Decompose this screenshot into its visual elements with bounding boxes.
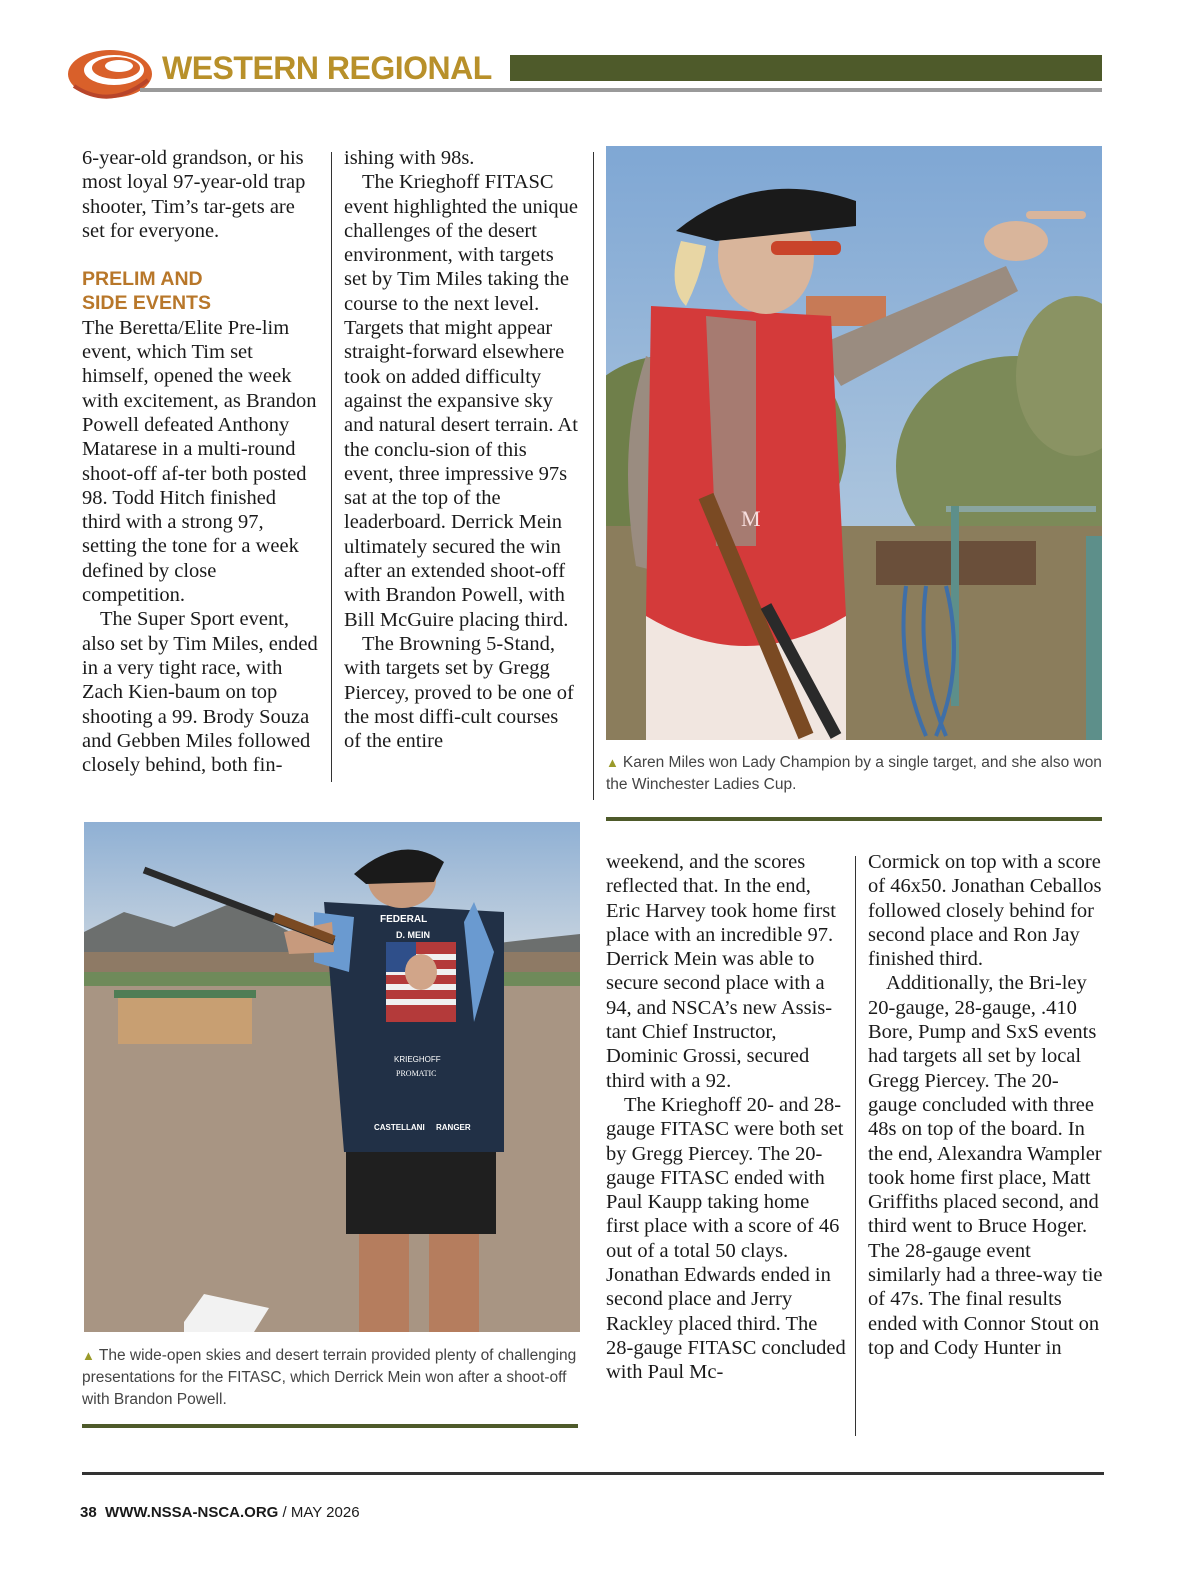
photo-caption [606,752,1102,796]
footer-rule [82,1472,1104,1475]
section-title: WESTERN REGIONAL [162,50,492,86]
paragraph: The Super Sport event, also set by Tim Miles, ended in a very tight race, with Zach Kien-baum on top shooting a 99. Brody Souza and Gebben Miles followed closely behind, both fin- [82,608,318,777]
header-bar [510,55,1102,81]
column-divider [593,152,594,800]
paragraph: The Browning 5-Stand, with targets set by Gregg Piercey, proved to be one of the most diffi-cult courses of the entire [344,632,574,753]
photo-caption [82,1345,580,1411]
caption-rule [606,817,1102,821]
issue-date: MAY 2026 [290,1504,360,1521]
paragraph: Additionally, the Bri-ley 20-gauge, 28-gauge, .410 Bore, Pump and SxS events had targets all set by local Gregg Piercey. The 20-gauge concluded with three 48s on top of the board. In the end, Alexandra Wampler took home first place, Matt Griffiths placed second, and third went to Bruce Hoger. The 28-gauge event similarly had a three-way tie of 47s. The final results ended with Connor Stout on top and Cody Hunter in [868,972,1103,1359]
paragraph: The Beretta/Elite Pre-lim event, which Tim set himself, opened the week with excitement, as Brandon Powell defeated Anthony Matarese in a multi-round shoot-off af-ter both posted 98. Todd Hitch finished third with a strong 97, setting the tone for a week defined by close competition. [82,316,317,607]
vest-brand-text: FEDERAL [380,914,428,925]
text-column-1 [82,146,318,777]
subheading-line: SIDE EVENTS [82,292,211,315]
vest-sponsor-text: KRIEGHOFF [394,1055,441,1064]
column-divider [331,152,332,782]
header-rule [140,88,1102,92]
text-column-4 [868,850,1104,1360]
subheading [82,267,318,316]
caption-rule [82,1424,578,1428]
paragraph: 6-year-old grandson, or his most loyal 97-year-old trap shooter, Tim’s tar-gets are set for everyone. [82,147,306,242]
paragraph: weekend, and the scores reflected that. In the end, Eric Harvey took home first place with an incredible 97. Derrick Mein was able to secure second place with a 94, and NSCA’s new Assis-tant Chief Instructor, Dominic Grossi, secured third with a 92. [606,851,836,1092]
clay-target-logo-icon [64,40,156,104]
vest-sponsor-text: PROMATIC [396,1069,437,1078]
paragraph: ishing with 98s. [344,147,475,169]
caption-text: Karen Miles won Lady Champion by a single target, and she also won the Winchester Ladies Cup. [606,754,1102,793]
page-footer [80,1504,360,1521]
vest-sponsor-text: RANGER [436,1123,471,1132]
caption-text: The wide-open skies and desert terrain provided plenty of challenging presentations for the FITASC, which Derrick Mein won after a shoot-off with Brandon Powell. [82,1347,577,1408]
triangle-up-icon: ▲ [606,755,619,770]
svg-text:M: M [741,506,761,531]
column-divider [855,856,856,1436]
text-column-2 [344,146,580,753]
vest-sponsor-text: CASTELLANI [374,1123,425,1132]
vest-name-text: D. MEIN [396,930,431,940]
text-column-3 [606,850,846,1385]
paragraph: The Krieghoff FITASC event highlighted the unique challenges of the desert environment, with targets set by Tim Miles taking the course to the next level. Targets that might appear straight-forward elsewhere took on added difficulty against the expansive sky and natural desert terrain. At the conclu-sion of this event, three impressive 97s sat at the top of the leaderboard. Derrick Mein ultimately secured the win after an extended shoot-off with Brandon Powell, with Bill McGuire placing third. [344,171,578,631]
footer-separator: / [278,1504,291,1521]
triangle-up-icon: ▲ [82,1348,95,1363]
photo-karen-miles [606,146,1102,740]
website-link[interactable]: WWW.NSSA-NSCA.ORG [105,1504,279,1521]
paragraph: The Krieghoff 20- and 28-gauge FITASC were both set by Gregg Piercey. The 20-gauge FITASC ended with Paul Kaupp taking home first place with a score of 46 out of a total 50 clays. Jonathan Edwards ended in second place and Jerry Rackley placed third. The 28-gauge FITASC concluded with Paul Mc- [606,1093,846,1384]
paragraph: Cormick on top with a score of 46x50. Jonathan Ceballos followed closely behind for second place and Ron Jay finished third. [868,851,1102,971]
photo-derrick-mein [84,822,580,1332]
subheading-line: PRELIM AND [82,268,203,291]
page-number: 38 [80,1504,97,1521]
